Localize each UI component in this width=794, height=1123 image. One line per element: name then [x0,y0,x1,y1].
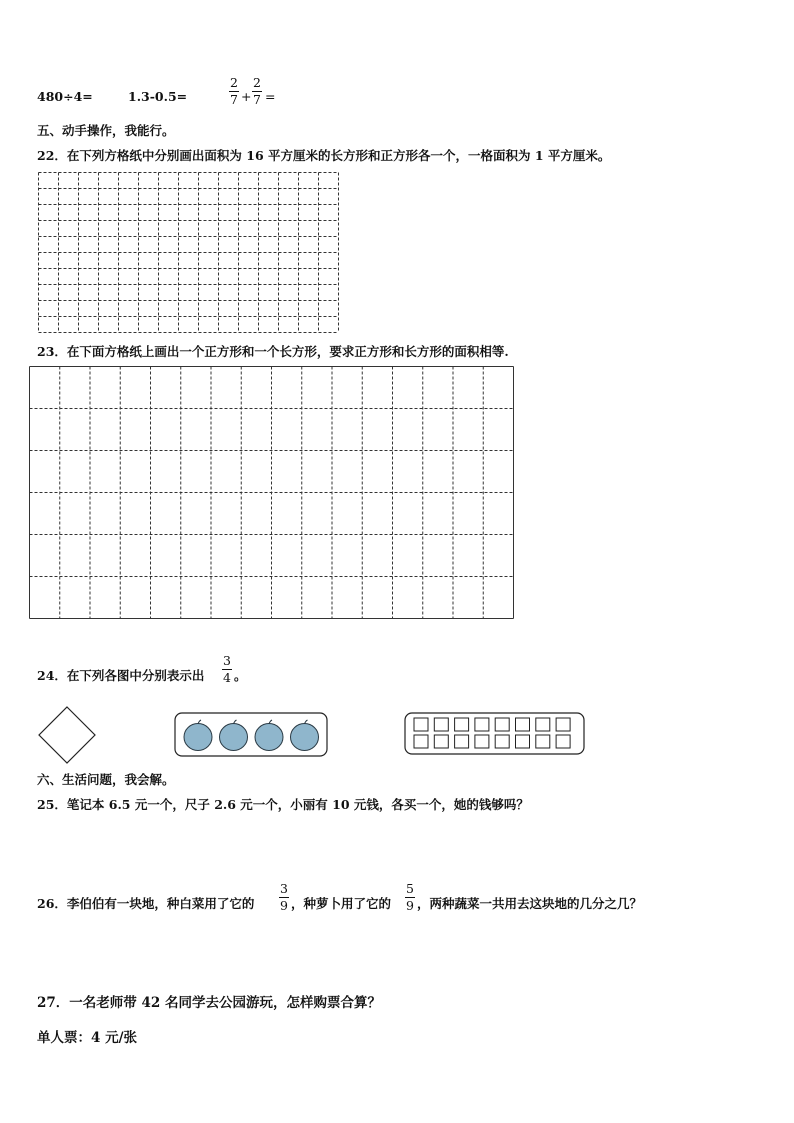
apple-icon [291,720,319,751]
small-square [495,718,509,731]
question-23: 23．在下面方格纸上画出一个正方形和一个长方形，要求正方形和长方形的面积相等. [37,344,509,359]
question-25: 25．笔记本 6.5 元一个，尺子 2.6 元一个，小丽有 10 元钱，各买一个，她的钱够吗？ [37,797,529,812]
question-26-part2: ，种萝卜用了它的 [291,896,392,911]
calc-1-3-minus-0-5: 1.3-0.5= [128,89,188,104]
calc-480-div-4: 480÷4= [37,89,93,104]
grid-paper-q23 [29,366,515,622]
fraction-5-9: 5 9 [406,881,414,913]
small-square [536,735,550,748]
section6-title: 六、生活问题，我会解。 [37,772,175,787]
question-24-suffix: 。 [234,668,247,683]
diamond-shape [38,706,98,766]
small-square [516,735,530,748]
small-square [414,735,428,748]
plus-sign: + [241,89,252,104]
apple-icon [220,720,248,751]
question-24-text: 24．在下列各图中分别表示出 [37,668,205,683]
small-square [536,718,550,731]
apple-icon [255,720,283,751]
question-26-part1: 26．李伯伯有一块地，种白菜用了它的 [37,896,255,911]
small-square [495,735,509,748]
fraction-2-7-b: 2 7 [253,75,261,107]
small-square [414,718,428,731]
fraction-3-9: 3 9 [280,881,288,913]
ticket-price: 单人票：4 元/张 [37,1030,138,1046]
apple-icon [184,720,212,751]
question-22: 22．在下列方格纸中分别画出面积为 16 平方厘米的长方形和正方形各一个，一格面积为 1 平方厘米。 [37,148,611,163]
question-26-part3: ，两种蔬菜一共用去这块地的几分之几？ [417,896,643,911]
small-square [475,735,489,748]
equals-sign: = [265,89,276,104]
fraction-3-4: 3 4 [223,653,231,685]
small-square [434,718,448,731]
question-27: 27．一名老师带 42 名同学去公园游玩，怎样购票合算？ [37,995,381,1011]
small-square [455,718,469,731]
grid-paper-q22 [38,172,340,334]
small-square [455,735,469,748]
squares-box [404,712,586,756]
fraction-2-7-a: 2 7 [230,75,238,107]
small-square [434,735,448,748]
small-square [556,718,570,731]
small-square [556,735,570,748]
small-square [516,718,530,731]
apples-box [174,712,329,758]
small-square [475,718,489,731]
section5-title: 五、动手操作，我能行。 [37,123,175,138]
